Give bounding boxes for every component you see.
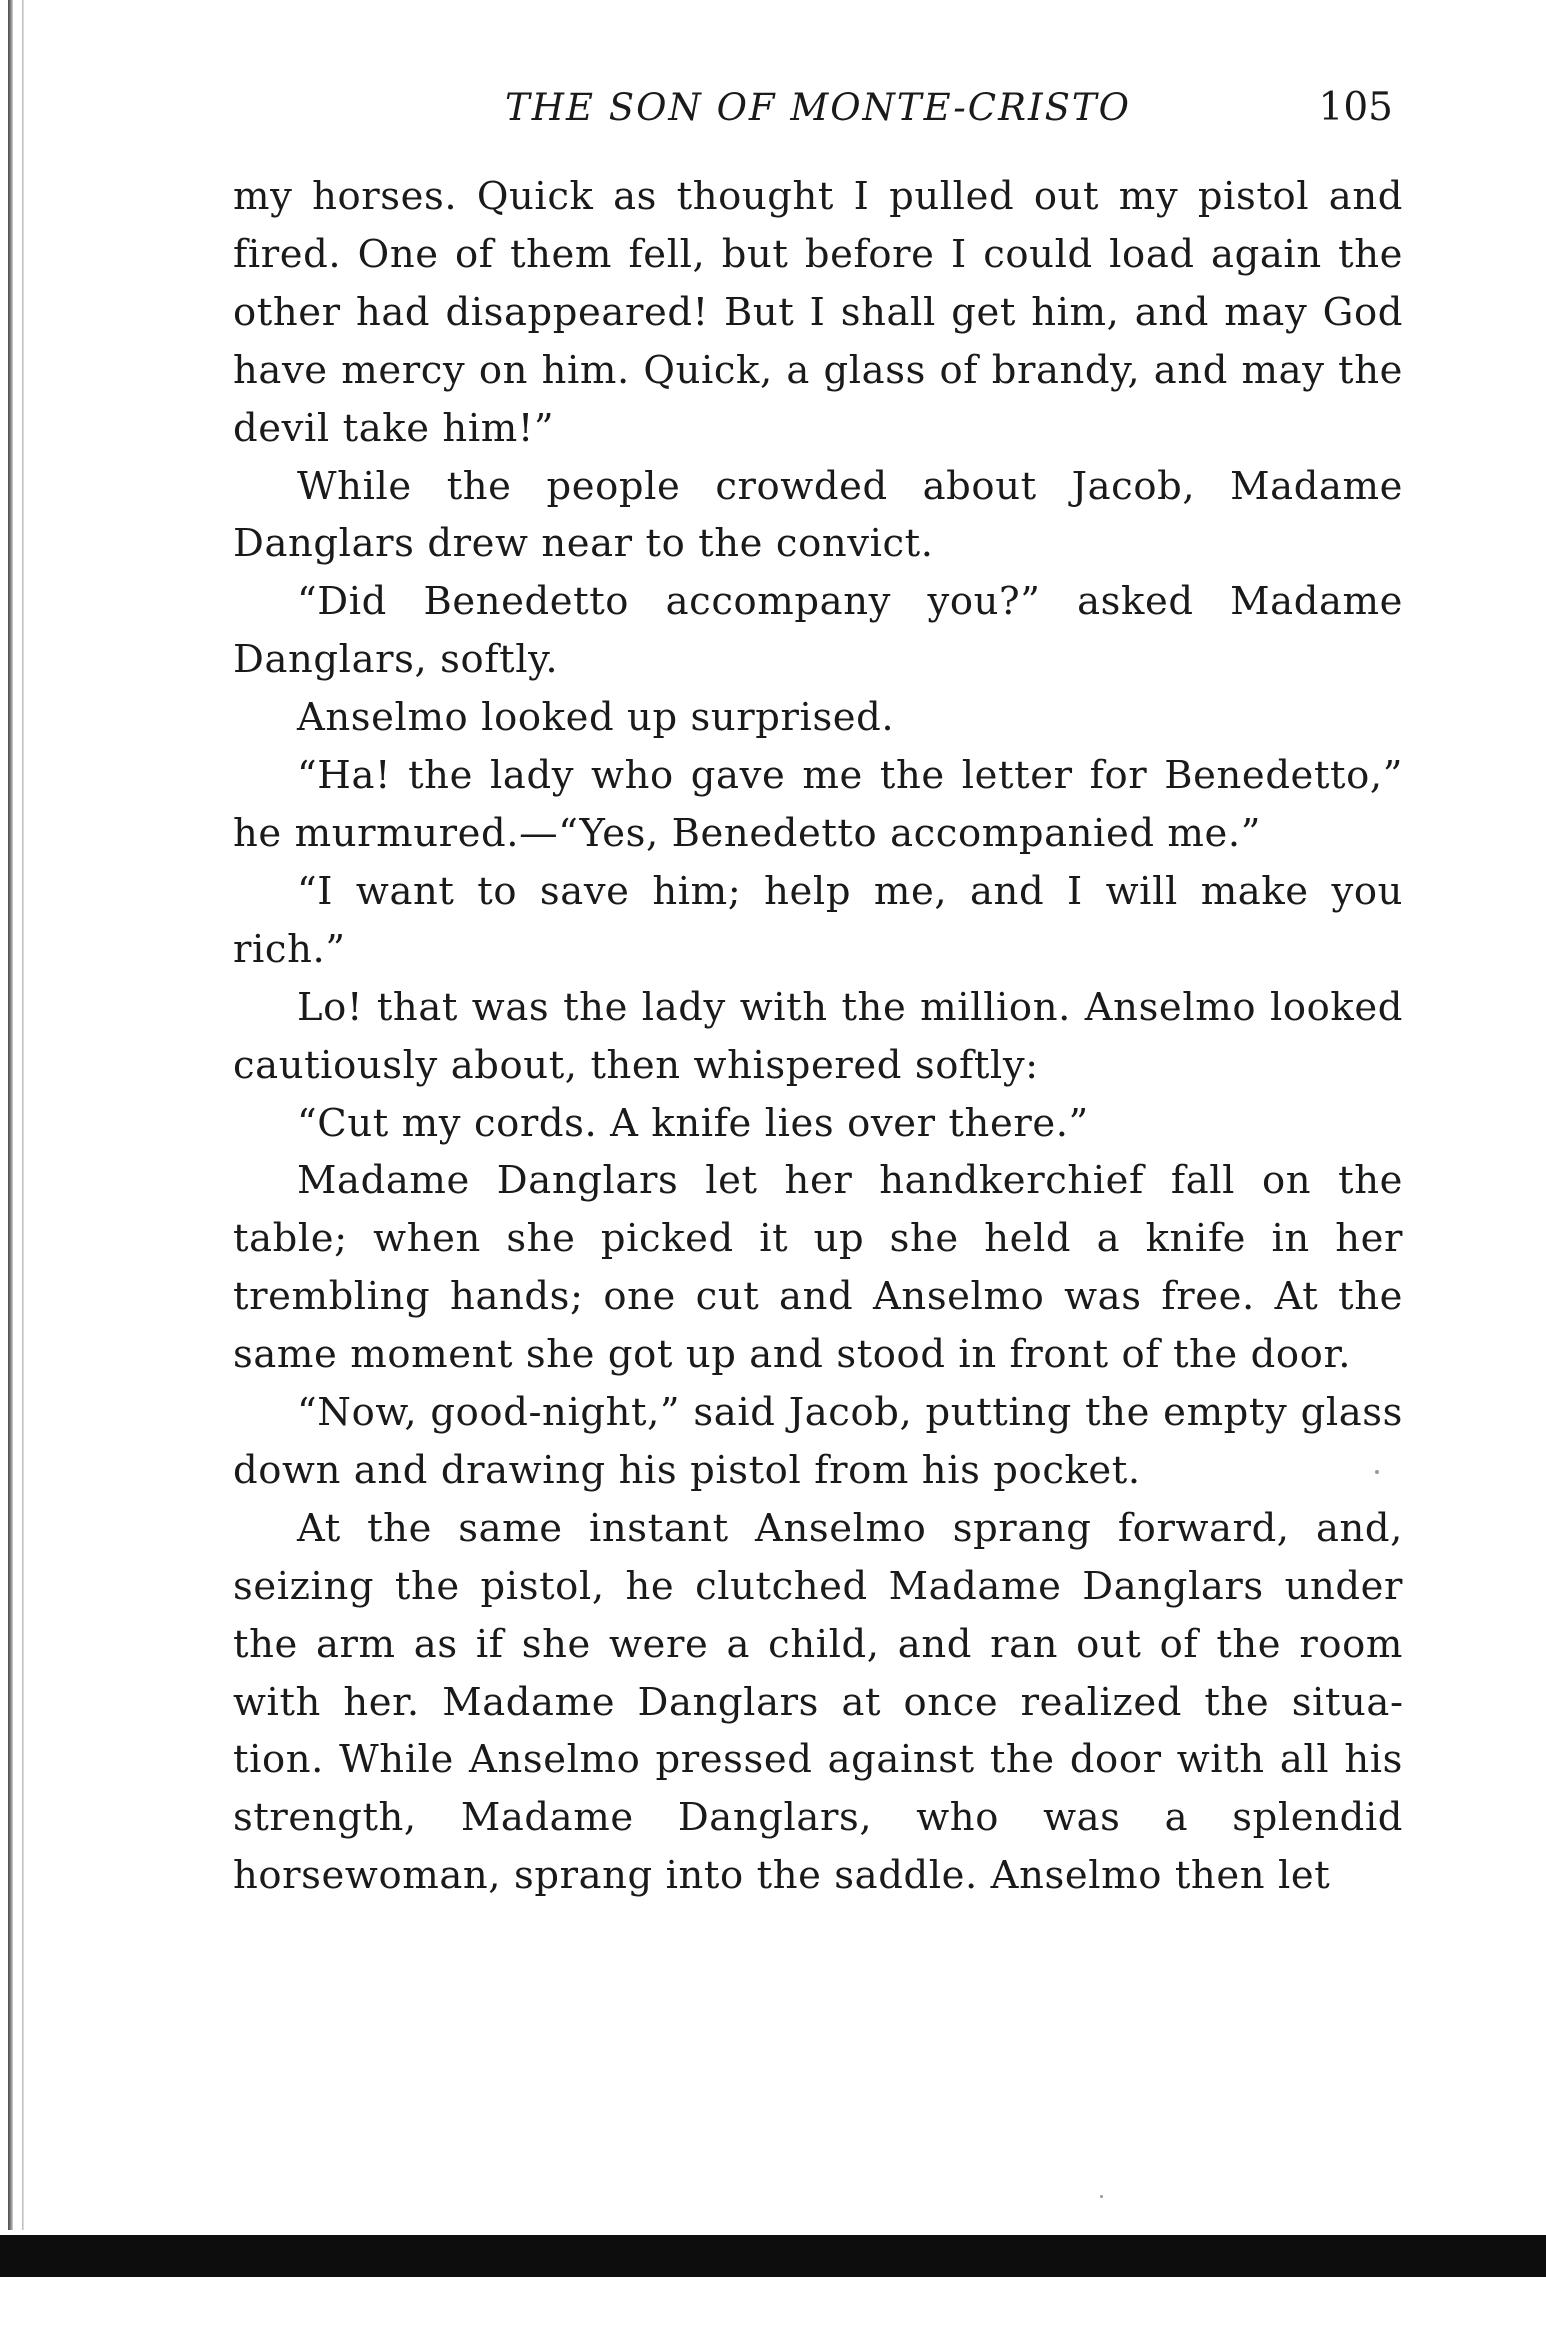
paragraph: While the people crowded about Jacob, Madame Danglars drew near to the convict.	[233, 463, 1403, 567]
running-title: THE SON OF MONTE-CRISTO	[505, 86, 1131, 129]
print-speck	[1100, 2195, 1103, 2198]
page-binding-shadow	[22, 0, 24, 2230]
paragraph: Madame Danglars let her handkerchief fall on the table; when she picked it up she held a knife in her trembling hands; one cut and Anselmo was free. At the same moment she got up and stood in front of the door.	[233, 1158, 1403, 1378]
paragraph: “I want to save him; help me, and I will make you rich.”	[233, 868, 1403, 972]
body-text	[233, 168, 1403, 1905]
paragraph: my horses. Quick as thought I pulled out my pistol and fired. One of them fell, but before I could load again the other had disappeared! But I shall get him, and may God have mercy on him. Quick, a glass of brandy, and may the devil take him!”	[233, 174, 1403, 451]
paragraph: Anselmo looked up surprised.	[297, 695, 895, 741]
paragraph: “Ha! the lady who gave me the letter for Benedetto,” he murmured.—“Yes, Benedetto accompanied me.”	[233, 753, 1403, 856]
running-head	[233, 78, 1403, 138]
paragraph: “Cut my cords. A knife lies over there.”	[297, 1100, 1089, 1146]
paragraph: “Did Benedetto accompany you?” asked Madame Danglars, softly.	[233, 579, 1403, 683]
page-number: 105	[1318, 85, 1393, 130]
paragraph: “Now, good-night,” said Jacob, putting the empty glass down and drawing his pistol from his pocket.	[233, 1390, 1403, 1493]
scan-bottom-edge	[0, 2235, 1546, 2277]
page-binding-edge	[8, 0, 13, 2230]
print-speck	[1375, 1470, 1379, 1474]
paragraph: At the same instant Anselmo sprang forward, and, seizing the pistol, he clutched Madame Danglars under the arm as if she were a child, and ran out of the room with her. Madame Danglars at once realized the situation. While Anselmo pressed against the door with all his strength, Madame Danglars, who was a splendid horsewoman, sprang into the saddle. Anselmo then let	[233, 1505, 1403, 1899]
paragraph: Lo! that was the lady with the million. Anselmo looked cautiously about, then whispered softly:	[233, 984, 1403, 1088]
